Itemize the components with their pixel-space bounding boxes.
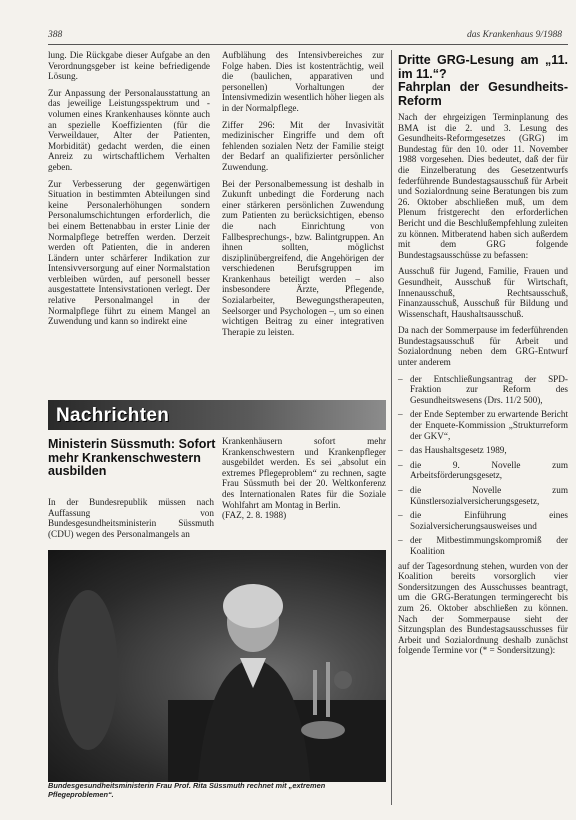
paragraph: auf der Tagesordnung stehen, wurden von der Koalition bereits vorsorglich vier Sondersitzungen des Ausschusses beantragt, um die GRG-Beratungen termingerecht bis zum 26. Oktober abschließen zu können. Nach der Sommerpause sieht der Sitzungsplan des Bundestagsausschusses für Arbeit und Sozialordnung deshalb zunächst folgende Termine vor (* = Sondersitzung):	[398, 560, 568, 656]
list-item: – die Novelle zum Künstlersozialversicherungsgesetz,	[398, 485, 568, 506]
photo-illustration	[48, 550, 386, 782]
paragraph: Zur Anpassung der Personalausstattung an das jeweilige Leistungsspektrum und -volumen eines Krankenhauses könnte auch an spezielle Koeffizienten (für die Verweildauer, Alter der Patienten, Morbidität) gedacht werden, die einen Anreiz zu wirtschaftlichem Verhalten geben.	[48, 87, 210, 172]
nachrichten-section-bar	[48, 400, 386, 430]
right-headline-1: Dritte GRG-Lesung am „11. im 11.“?	[398, 53, 568, 81]
paragraph: Krankenhäusern sofort mehr Krankenschwestern und Krankenpfleger ausgebildet werden. Es sei „absolut ein extremes Pflegeproblem“ zu rechnen, sagte Frau Süssmuth bei der 20. Weltkonferenz des Internationalen Rates für die Soziale Wohlfahrt am Montag in Berlin.	[222, 436, 386, 510]
paragraph: Da nach der Sommerpause im federführenden Bundestagsausschuß für Arbeit und Sozialordnung neben dem GRG-Entwurf unter anderem	[398, 325, 568, 368]
paragraph: Zur Verbesserung der gegenwärtigen Situation in bestimmten Abteilungen sind keine Personalerhöhungen sondern Personalumschichtungen erforderlich, die bei einem Bettenabbau in erster Linie der Normalpflege betreffen werden. Derzeit werden oft Patienten, die in anderen Ländern unter schärferer Indikation zur Intensivversorgung auf einer Normalstation verbleiben würden, auf personell besser ausgestattete Intensivstationen verlegt. Der relative Personalmangel in der Normalpflege führt zu einem Mangel an Zuwendung und kann so indirekt eine	[48, 178, 210, 327]
right-column	[398, 50, 568, 662]
list-item: – die Einführung eines Sozialversicherungsausweises und	[398, 510, 568, 531]
news-source: (FAZ, 2. 8. 1988)	[222, 510, 287, 521]
list-item: – der Entschließungsantrag der SPD-Fraktion zur Reform des Gesundheitswesens (Drs. 11/2 500),	[398, 374, 568, 406]
list-item: – der Mitbestimmungskompromiß der Koalition	[398, 535, 568, 556]
news-column-2	[222, 436, 386, 521]
paragraph: Ausschuß für Jugend, Familie, Frauen und Gesundheit, Ausschuß für Wirtschaft, Innenausschuß, Rechtsausschuß, Finanzausschuß, Ausschuß für Bildung und Wissenschaft, Haushaltsausschuß.	[398, 266, 568, 319]
paragraph: Aufblähung des Intensivbereiches zur Folge haben. Dies ist kostenträchtig, weil die (baulichen, apparativen und personellen) Vorhaltungen der Intensivmedizin wesentlich höher liegen als in der Normalpflege.	[222, 50, 384, 113]
list-item: – das Haushaltsgesetz 1989,	[398, 445, 568, 456]
section-label: Nachrichten	[56, 405, 170, 426]
running-head	[48, 30, 568, 45]
column-divider	[391, 50, 392, 805]
agenda-list	[398, 374, 568, 557]
photo-caption: Bundesgesundheitsministerin Frau Prof. Rita Süssmuth rechnet mit „extremen Pflegeproblemen“.	[48, 781, 326, 799]
right-headline-2: Fahrplan der Gesundheits-Reform	[398, 80, 568, 108]
paragraph: Bei der Personalbemessung ist deshalb in Zukunft unbedingt die Forderung nach einer stärkeren persönlichen Zuwendung zum Patienten zu berücksichtigen, ebenso die nach Einrichtung von Fallbesprechungs-, bzw. Balintgruppen. An ihnen sollten, möglichst disziplinübergreifend, die Angehörigen der verschiedenen Berufsgruppen im Krankenhaus beteiligt werden – also insbesondere Ärzte, Pflegende, Sozialarbeiter, Bewegungstherapeuten, Seelsorger und Psychologen –, um so einen wichtigen Beitrag zu einer integrativen Therapie zu leisten.	[222, 178, 384, 337]
paragraph: In der Bundesrepublik müssen nach Auffassung von Bundesgesundheitsministerin Süssmuth (CDU) wegen des Personalmangels an	[48, 497, 214, 539]
news-headline-block	[48, 438, 218, 479]
article-column-1	[48, 50, 210, 333]
news-photo	[48, 550, 386, 782]
news-column-1	[48, 497, 214, 545]
list-item: – der Ende September zu erwartende Bericht der Enquete-Kommission „Strukturreform der GKV“,	[398, 409, 568, 441]
article-column-2	[222, 50, 384, 343]
news-headline: Ministerin Süssmuth: Sofort mehr Krankenschwestern ausbilden	[48, 437, 216, 478]
paragraph: Nach der ehrgeizigen Terminplanung des BMA ist die 2. und 3. Lesung des Gesundheits-Reformgesetzes (GRG) im Bundestag für den 10. oder 11. November 1988 vorgesehen. Dies bedeutet, daß der für die Einzelberatung des Gesetzentwurfs federführende Bundestagsausschuß für Arbeit und Sozialordnung seine Beratungen bis zum 26. Oktober abschließen muß, um dem Plenum fristgerecht den erforderlichen Bericht und die Beschlußempfehlung zuleiten zu können. Mitberatend haben sich außerdem mit dem GRG folgende Bundestagsausschüsse zu befassen:	[398, 112, 568, 260]
list-item: – die 9. Novelle zum Arbeitsförderungsgesetz,	[398, 460, 568, 481]
journal-title: das Krankenhaus 9/1988	[467, 30, 562, 40]
paragraph: Ziffer 296: Mit der Invasivität medizinischer Eingriffe und dem oft fehlenden sozialen Netz der Familie steigt der Bedarf an qualifizierter persönlicher Zuwendung.	[222, 119, 384, 172]
paragraph: lung. Die Rückgabe dieser Aufgabe an den Verordnungsgeber ist keine befriedigende Lösung.	[48, 50, 210, 82]
page-number: 388	[48, 30, 63, 40]
